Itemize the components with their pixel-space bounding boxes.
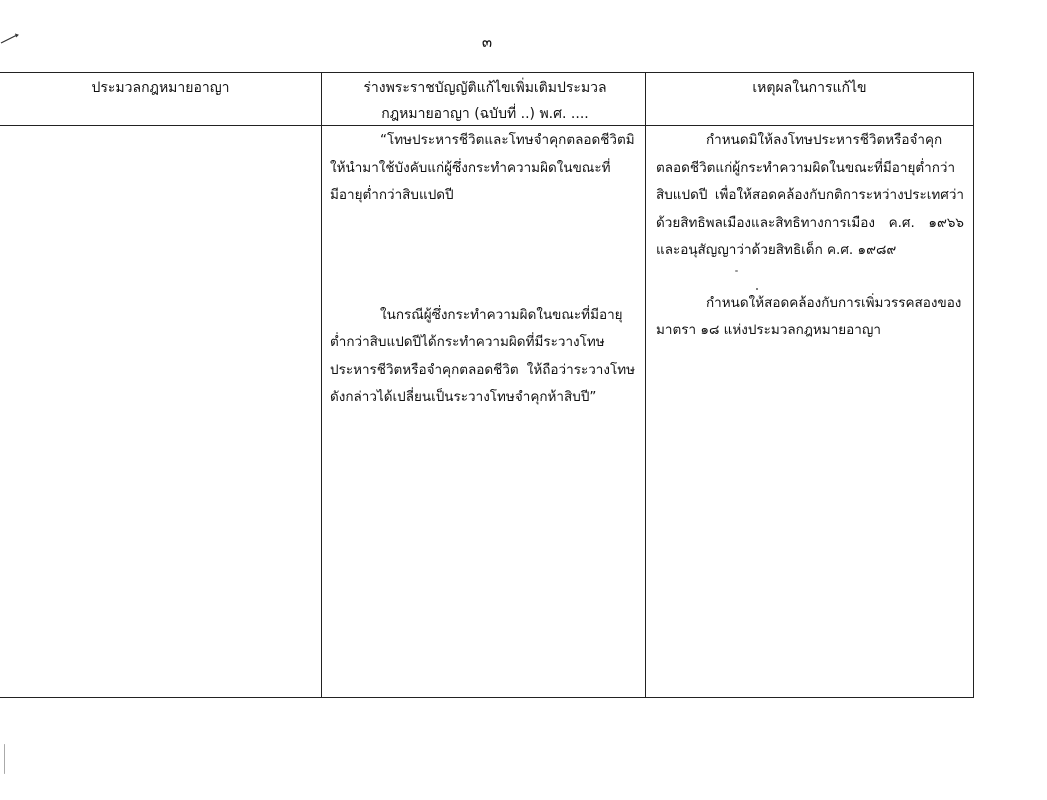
header-draft-act: ร่างพระราชบัญญัติแก้ไขเพิ่มเติมประมวลกฎหมายอาญา (ฉบับที่ ..) พ.ศ. .... (363, 80, 607, 122)
pen-mark (0, 30, 20, 49)
header-criminal-code: ประมวลกฎหมายอาญา (91, 80, 230, 96)
column-divider-1 (321, 73, 322, 697)
draft-paragraph-2: ในกรณีผู้ซึ่งกระทำความผิดในขณะที่มีอายุต่ำกว่าสิบแปดปีได้กระทำความผิดที่มีระวางโทษประหารชีวิตหรือจำคุกตลอดชีวิต ให้ถือว่าระวางโทษดังกล่าวได้เปลี่ยนเป็นระวางโทษจำคุกห้าสิบปี” (330, 306, 635, 405)
draft-paragraph-1: “โทษประหารชีวิตและโทษจำคุกตลอดชีวิตมิให้นำมาใช้บังคับแก่ผู้ซึ่งกระทำความผิดในขณะที่มีอายุต่ำกว่าสิบแปดปี (330, 132, 635, 203)
scan-speck (735, 270, 738, 272)
page-number: ๓ (481, 33, 493, 51)
reason-paragraph-2: กำหนดให้สอดคล้องกับการเพิ่มวรรคสองของมาตรา ๑๘ แห่งประมวลกฎหมายอาญา (656, 294, 962, 338)
cell-reason (652, 127, 970, 345)
header-reason: เหตุผลในการแก้ไข (752, 80, 867, 96)
reason-paragraph-1: กำหนดมิให้ลงโทษประหารชีวิตหรือจำคุกตลอดชีวิตแก่ผู้กระทำความผิดในขณะที่มีอายุต่ำกว่าสิบแปดปี เพื่อให้สอดคล้องกับกติการะหว่างประเทศว่าด้วยสิทธิพลเมืองและสิทธิทางการเมือง ค.ศ. ๑๙๖๖ และอนุสัญญาว่าด้วยสิทธิเด็ก ค.ศ. ๑๙๘๙ (656, 132, 964, 258)
cell-draft-act (326, 127, 641, 412)
comparison-table (0, 72, 974, 698)
scan-speck (4, 744, 5, 774)
scan-speck (756, 288, 758, 290)
column-divider-2 (645, 73, 646, 697)
